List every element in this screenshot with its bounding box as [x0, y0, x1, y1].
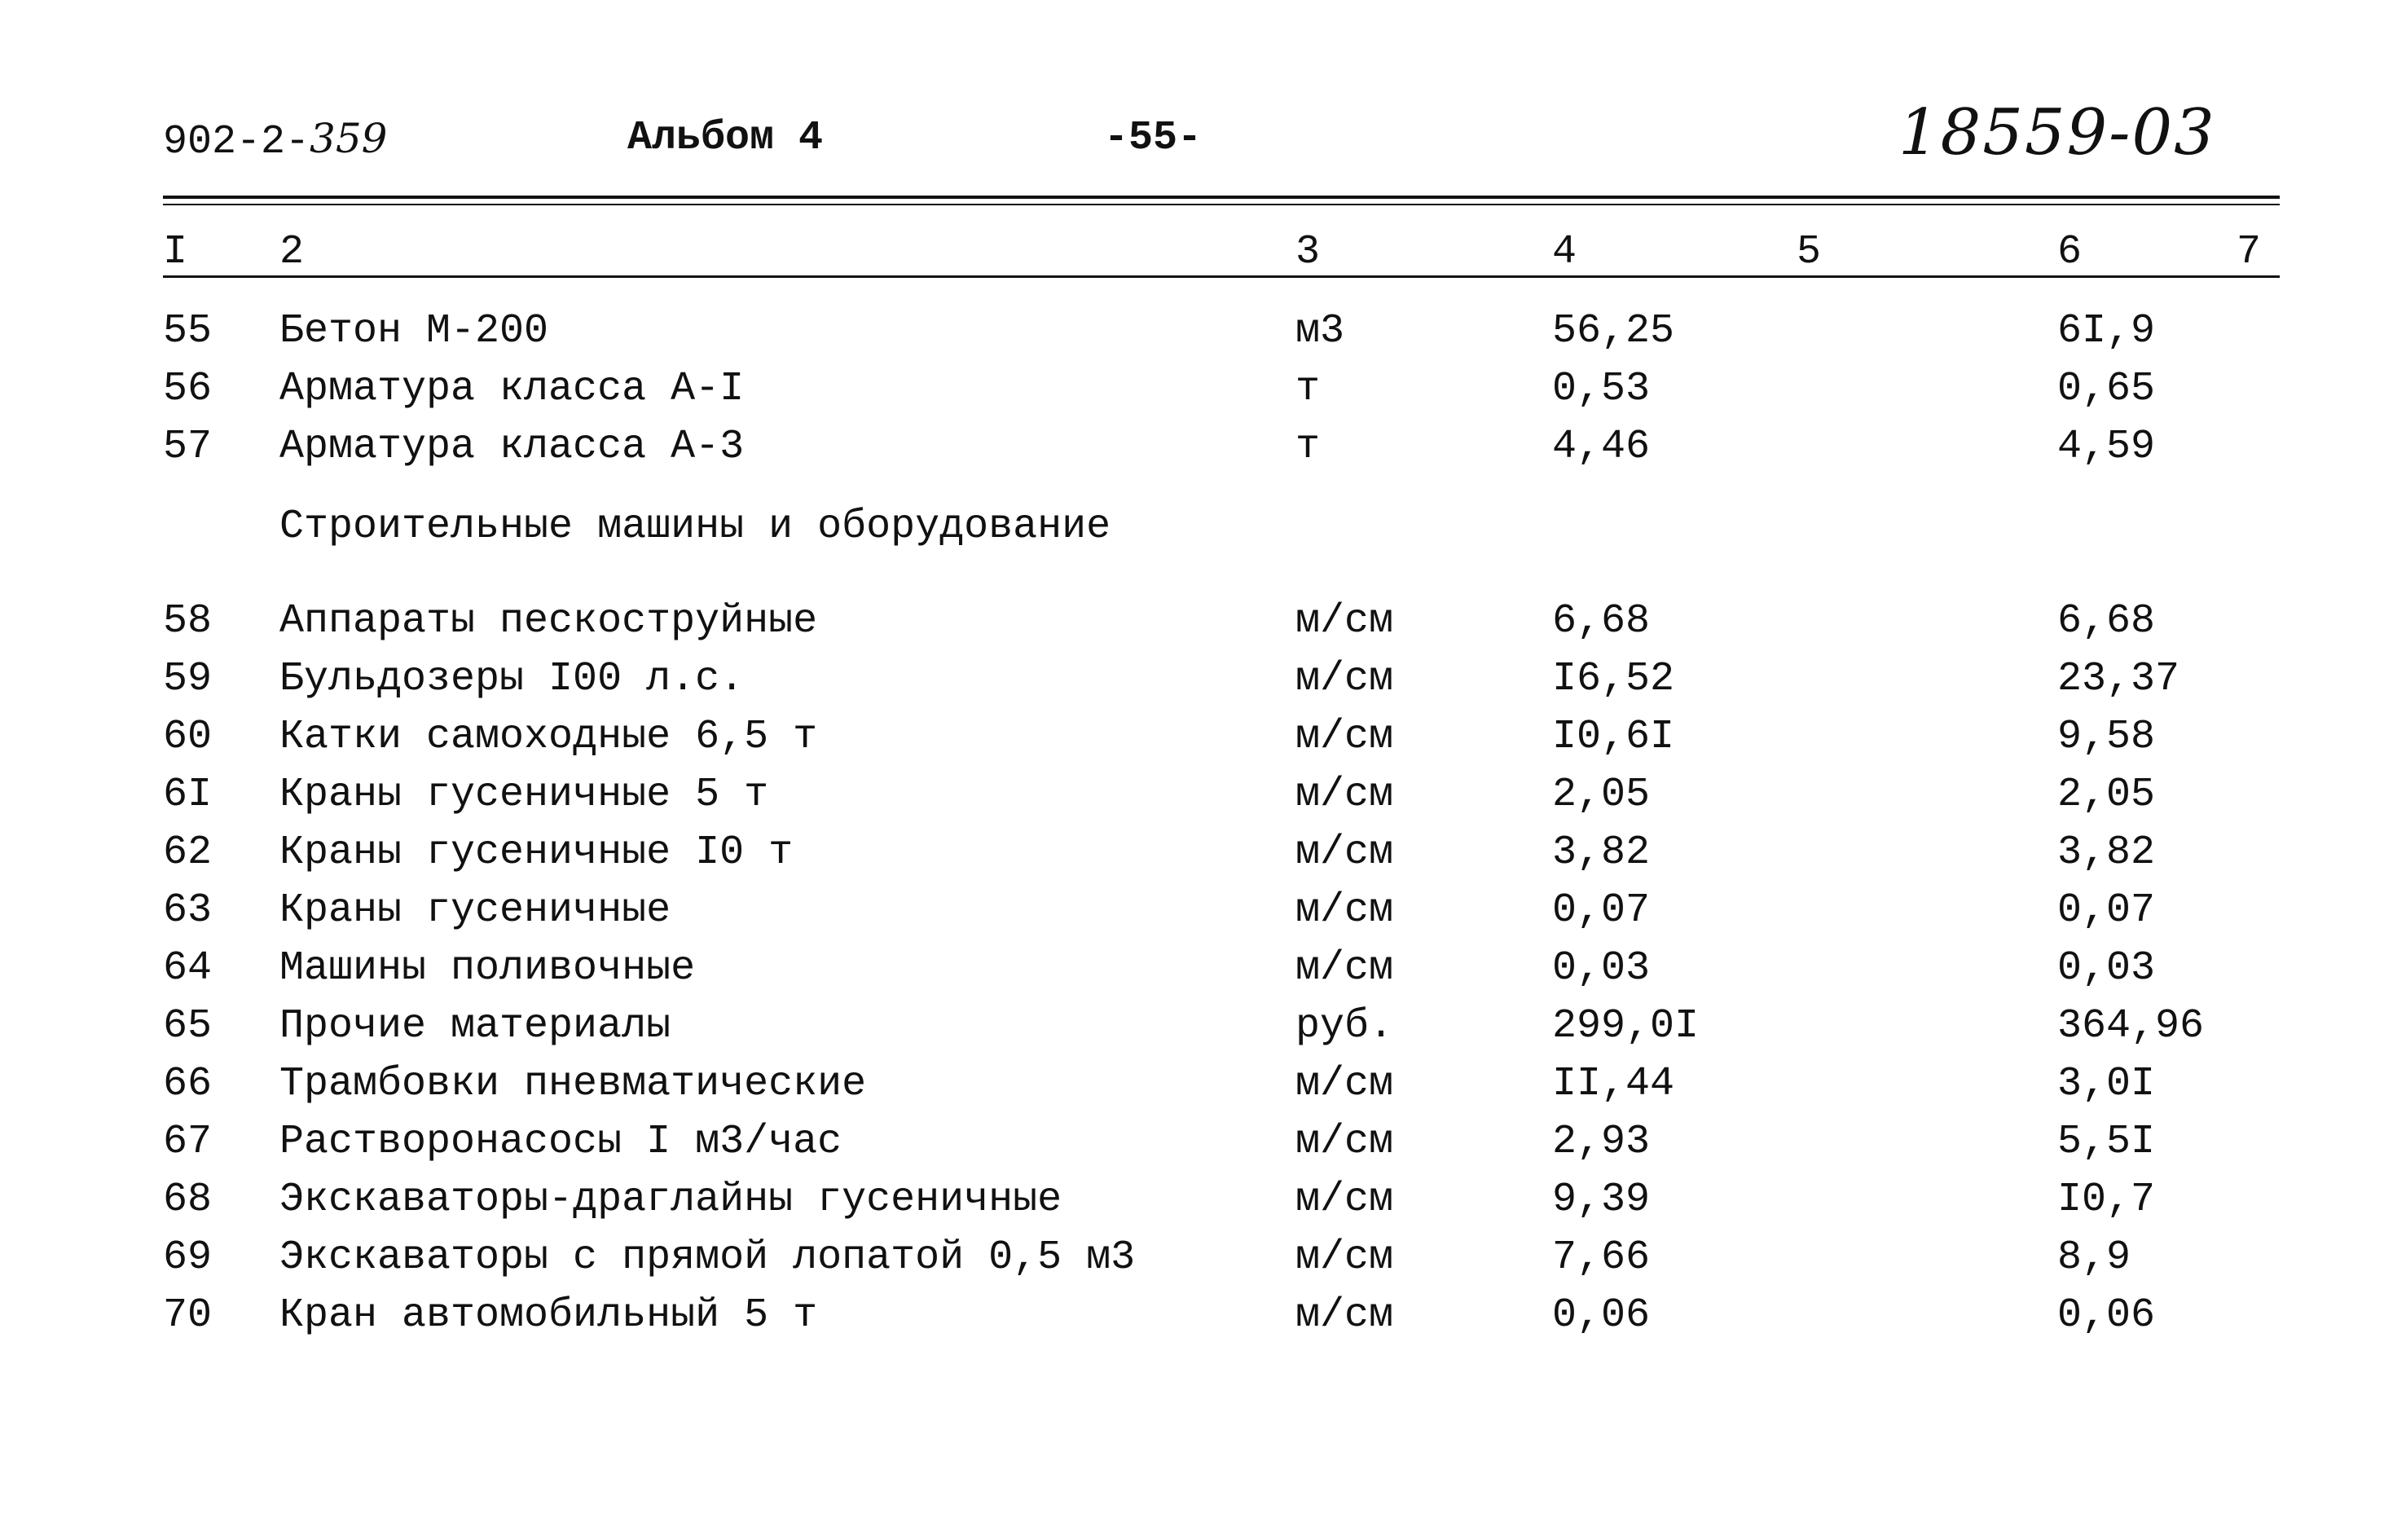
- column-header-1: I: [163, 229, 188, 275]
- column-header-4: 4: [1552, 229, 1577, 275]
- row-value-col6: 0,03: [2057, 945, 2156, 992]
- row-value-col6: 6I,9: [2057, 308, 2156, 354]
- row-value-col4: I0,6I: [1552, 714, 1675, 760]
- row-value-col6: 2,05: [2057, 772, 2156, 818]
- table-row: [0, 1230, 2406, 1287]
- row-unit: м/см: [1295, 772, 1394, 818]
- row-unit: т: [1295, 424, 1321, 470]
- column-header-2: 2: [279, 229, 305, 275]
- row-name: Краны гусеничные: [279, 887, 671, 934]
- row-value-col6: 364,96: [2057, 1003, 2205, 1049]
- row-number: 68: [163, 1177, 213, 1223]
- row-value-col4: 2,05: [1552, 772, 1651, 818]
- row-value-col4: 299,0I: [1552, 1003, 1700, 1049]
- row-value-col4: 6,68: [1552, 598, 1651, 645]
- row-number: 63: [163, 887, 213, 934]
- row-unit: м/см: [1295, 1119, 1394, 1165]
- row-value-col6: 0,06: [2057, 1292, 2156, 1339]
- row-unit: м/см: [1295, 598, 1394, 645]
- row-number: 55: [163, 308, 213, 354]
- row-name: Прочие материалы: [279, 1003, 671, 1049]
- doc-code: [163, 114, 387, 167]
- table-row: [0, 419, 2406, 476]
- row-value-col6: 8,9: [2057, 1234, 2131, 1281]
- row-value-col6: 23,37: [2057, 656, 2180, 702]
- table-row: [0, 303, 2406, 360]
- row-name: Краны гусеничные 5 т: [279, 772, 769, 818]
- row-value-col6: 9,58: [2057, 714, 2156, 760]
- row-unit: м3: [1295, 308, 1345, 354]
- row-value-col6: 3,82: [2057, 829, 2156, 876]
- column-header-rule: [163, 275, 2280, 278]
- row-unit: м/см: [1295, 887, 1394, 934]
- row-name: Трамбовки пневматические: [279, 1061, 867, 1107]
- row-value-col6: 0,65: [2057, 366, 2156, 412]
- row-unit: м/см: [1295, 714, 1394, 760]
- row-value-col4: 2,93: [1552, 1119, 1651, 1165]
- row-value-col4: 3,82: [1552, 829, 1651, 876]
- table-row: [0, 651, 2406, 708]
- header-rule: [163, 196, 2280, 199]
- table-row: [0, 767, 2406, 824]
- row-number: 66: [163, 1061, 213, 1107]
- table-row: [0, 1172, 2406, 1229]
- table-row: [0, 940, 2406, 997]
- row-name: Бульдозеры I00 л.с.: [279, 656, 745, 702]
- table-row: [0, 709, 2406, 766]
- column-header-6: 6: [2057, 229, 2083, 275]
- row-value-col6: 0,07: [2057, 887, 2156, 934]
- row-number: 67: [163, 1119, 213, 1165]
- row-value-col4: I6,52: [1552, 656, 1675, 702]
- row-name: Аппараты пескоструйные: [279, 598, 818, 645]
- row-unit: руб.: [1295, 1003, 1394, 1049]
- row-unit: м/см: [1295, 1292, 1394, 1339]
- row-name: Арматура класса А-I: [279, 366, 745, 412]
- row-number: 64: [163, 945, 213, 992]
- row-value-col6: 6,68: [2057, 598, 2156, 645]
- row-name: Машины поливочные: [279, 945, 696, 992]
- row-number: 65: [163, 1003, 213, 1049]
- row-number: 69: [163, 1234, 213, 1281]
- table-row: [0, 593, 2406, 650]
- table-row: [0, 998, 2406, 1055]
- row-value-col6: 3,0I: [2057, 1061, 2156, 1107]
- column-header-5: 5: [1797, 229, 1822, 275]
- row-unit: м/см: [1295, 1234, 1394, 1281]
- row-number: 62: [163, 829, 213, 876]
- row-value-col6: I0,7: [2057, 1177, 2156, 1223]
- row-number: 70: [163, 1292, 213, 1339]
- archive-number: 18559-03: [1898, 96, 2216, 169]
- table-row: [0, 361, 2406, 418]
- row-value-col4: 9,39: [1552, 1177, 1651, 1223]
- row-number: 58: [163, 598, 213, 645]
- row-name: Катки самоходные 6,5 т: [279, 714, 818, 760]
- row-name: Бетон М-200: [279, 308, 549, 354]
- row-number: 56: [163, 366, 213, 412]
- doc-code-handwritten: 359: [310, 115, 388, 162]
- row-number: 60: [163, 714, 213, 760]
- row-unit: м/см: [1295, 945, 1394, 992]
- table-row: [0, 1056, 2406, 1113]
- row-value-col6: 4,59: [2057, 424, 2156, 470]
- row-number: 59: [163, 656, 213, 702]
- page-number: -55-: [1104, 115, 1203, 161]
- row-value-col4: 0,07: [1552, 887, 1651, 934]
- row-value-col4: 4,46: [1552, 424, 1651, 470]
- album-label: Альбом 4: [627, 115, 824, 161]
- row-value-col4: II,44: [1552, 1061, 1675, 1107]
- column-header-3: 3: [1295, 229, 1321, 275]
- row-number: 57: [163, 424, 213, 470]
- header-rule-thin: [163, 204, 2280, 205]
- row-value-col4: 56,25: [1552, 308, 1675, 354]
- row-unit: м/см: [1295, 656, 1394, 702]
- table-row: [0, 1287, 2406, 1344]
- row-unit: м/см: [1295, 1061, 1394, 1107]
- row-name: Кран автомобильный 5 т: [279, 1292, 818, 1339]
- table-row: [0, 1114, 2406, 1171]
- row-unit: т: [1295, 366, 1321, 412]
- row-name: Арматура класса А-3: [279, 424, 745, 470]
- row-value-col4: 0,03: [1552, 945, 1651, 992]
- row-name: Растворонасосы I м3/час: [279, 1119, 842, 1165]
- table-row: [0, 825, 2406, 882]
- row-unit: м/см: [1295, 1177, 1394, 1223]
- row-value-col6: 5,5I: [2057, 1119, 2156, 1165]
- row-name: Экскаваторы-драглайны гусеничные: [279, 1177, 1062, 1223]
- row-value-col4: 0,06: [1552, 1292, 1651, 1339]
- row-number: 6I: [163, 772, 213, 818]
- row-name: Экскаваторы с прямой лопатой 0,5 м3: [279, 1234, 1136, 1281]
- column-header-7: 7: [2237, 229, 2262, 275]
- row-value-col4: 0,53: [1552, 366, 1651, 412]
- table-row: [0, 882, 2406, 939]
- doc-code-prefix: 902-2-: [163, 119, 310, 165]
- section-title: Строительные машины и оборудование: [279, 504, 1111, 550]
- row-unit: м/см: [1295, 829, 1394, 876]
- row-value-col4: 7,66: [1552, 1234, 1651, 1281]
- row-name: Краны гусеничные I0 т: [279, 829, 794, 876]
